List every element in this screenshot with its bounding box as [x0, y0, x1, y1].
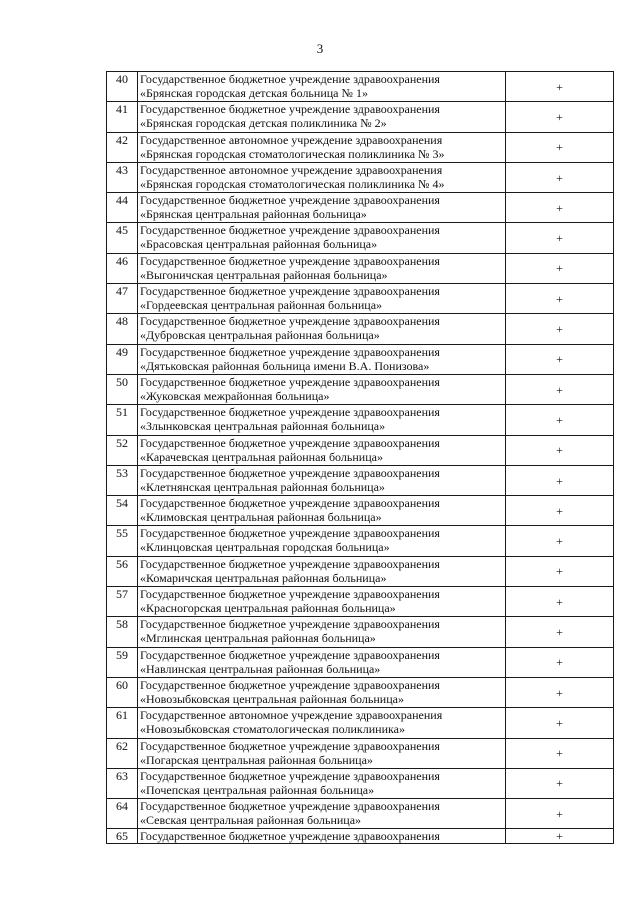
table-row: [107, 526, 614, 556]
row-number: 44: [107, 193, 138, 223]
row-number: 63: [107, 768, 138, 798]
institution-title: «Новозыбковская стоматологическая поликлиника»: [140, 722, 405, 737]
institution-type: Государственное бюджетное учреждение здравоохранения: [140, 405, 440, 420]
institution-type: Государственное бюджетное учреждение здравоохранения: [140, 738, 440, 753]
institution-title: «Карачевская центральная районная больница»: [140, 449, 383, 464]
institution-type: Государственное бюджетное учреждение здравоохранения: [140, 587, 440, 602]
institution-title: «Мглинская центральная районная больница»: [140, 631, 376, 646]
participation-mark: +: [506, 647, 614, 677]
participation-mark: +: [506, 829, 614, 844]
institution-title: «Дубровская центральная районная больница»: [140, 328, 380, 343]
institution-title: «Клетнянская центральная районная больница»: [140, 479, 385, 494]
table-row: [107, 253, 614, 283]
table-row: [107, 72, 614, 102]
participation-mark: +: [506, 435, 614, 465]
institution-title: «Новозыбковская центральная районная больница»: [140, 691, 404, 706]
institution-name: [138, 132, 506, 162]
institution-title: «Дятьковская районная больница имени В.А. Понизова»: [140, 358, 430, 373]
institution-name: [138, 617, 506, 647]
institution-type: Государственное бюджетное учреждение здравоохранения: [140, 284, 440, 299]
institution-name: [138, 799, 506, 829]
row-number: 48: [107, 314, 138, 344]
institution-title: «Севская центральная районная больница»: [140, 813, 362, 828]
row-number: 41: [107, 102, 138, 132]
participation-mark: +: [506, 405, 614, 435]
row-number: 62: [107, 738, 138, 768]
table-row: [107, 677, 614, 707]
row-number: 50: [107, 374, 138, 404]
participation-mark: +: [506, 556, 614, 586]
institution-type: Государственное бюджетное учреждение здравоохранения: [140, 223, 440, 238]
participation-mark: +: [506, 465, 614, 495]
row-number: 56: [107, 556, 138, 586]
participation-mark: +: [506, 223, 614, 253]
table-row: [107, 162, 614, 192]
institution-type: Государственное бюджетное учреждение здравоохранения: [140, 768, 440, 783]
institution-type: Государственное автономное учреждение здравоохранения: [140, 162, 443, 177]
table-row: [107, 314, 614, 344]
institution-name: [138, 102, 506, 132]
table-row: [107, 768, 614, 798]
row-number: 61: [107, 708, 138, 738]
row-number: 65: [107, 829, 138, 844]
institution-type: Государственное бюджетное учреждение здравоохранения: [140, 253, 440, 268]
institution-type: Государственное бюджетное учреждение здравоохранения: [140, 72, 440, 86]
participation-mark: +: [506, 708, 614, 738]
institution-type: Государственное бюджетное учреждение здравоохранения: [140, 829, 440, 844]
institution-name: [138, 647, 506, 677]
participation-mark: +: [506, 284, 614, 314]
table-row: [107, 617, 614, 647]
institution-type: Государственное бюджетное учреждение здравоохранения: [140, 102, 440, 117]
institution-type: Государственное бюджетное учреждение здравоохранения: [140, 799, 440, 814]
page-number: 3: [316, 41, 324, 56]
institution-type: Государственное автономное учреждение здравоохранения: [140, 708, 443, 723]
participation-mark: +: [506, 162, 614, 192]
institution-title: «Брянская городская стоматологическая поликлиника № 3»: [140, 146, 445, 161]
institution-title: «Брянская городская детская поликлиника № 2»: [140, 116, 387, 131]
institution-name: [138, 72, 506, 102]
participation-mark: +: [506, 677, 614, 707]
institution-name: [138, 677, 506, 707]
participation-mark: +: [506, 102, 614, 132]
institution-title: «Жуковская межрайонная больница»: [140, 388, 330, 403]
institution-title: «Климовская центральная районная больница»: [140, 510, 382, 525]
participation-mark: +: [506, 526, 614, 556]
row-number: 57: [107, 587, 138, 617]
participation-mark: +: [506, 799, 614, 829]
row-number: 46: [107, 253, 138, 283]
institution-name: [138, 587, 506, 617]
institution-name: [138, 193, 506, 223]
institution-title: «Гордеевская центральная районная больница»: [140, 298, 383, 313]
row-number: 60: [107, 677, 138, 707]
institution-title: «Почепская центральная районная больница»: [140, 782, 375, 797]
table-row: [107, 465, 614, 495]
row-number: 43: [107, 162, 138, 192]
institution-type: Государственное бюджетное учреждение здравоохранения: [140, 344, 440, 359]
institution-type: Государственное автономное учреждение здравоохранения: [140, 132, 443, 147]
institution-type: Государственное бюджетное учреждение здравоохранения: [140, 617, 440, 632]
table-row: [107, 496, 614, 526]
institution-name: [138, 284, 506, 314]
row-number: 58: [107, 617, 138, 647]
institution-title: «Комаричская центральная районная больница»: [140, 570, 387, 585]
participation-mark: +: [506, 768, 614, 798]
institution-title: «Злынковская центральная районная больница»: [140, 419, 386, 434]
participation-mark: +: [506, 253, 614, 283]
table-row: [107, 102, 614, 132]
institutions-table: [106, 71, 614, 844]
institution-title: «Брянская городская детская больница № 1»: [140, 86, 368, 100]
row-number: 55: [107, 526, 138, 556]
institution-name: [138, 708, 506, 738]
participation-mark: +: [506, 587, 614, 617]
participation-mark: +: [506, 738, 614, 768]
table-row: [107, 344, 614, 374]
row-number: 54: [107, 496, 138, 526]
table-row: [107, 223, 614, 253]
table-row: [107, 193, 614, 223]
institution-title: «Навлинская центральная районная больница»: [140, 661, 381, 676]
row-number: 40: [107, 72, 138, 102]
institution-type: Государственное бюджетное учреждение здравоохранения: [140, 465, 440, 480]
institution-type: Государственное бюджетное учреждение здравоохранения: [140, 677, 440, 692]
table-row: [107, 647, 614, 677]
institution-title: «Погарская центральная районная больница»: [140, 752, 373, 767]
institution-name: [138, 738, 506, 768]
table-row: [107, 374, 614, 404]
row-number: 42: [107, 132, 138, 162]
institution-type: Государственное бюджетное учреждение здравоохранения: [140, 314, 440, 329]
institution-name: [138, 496, 506, 526]
row-number: 45: [107, 223, 138, 253]
institution-name: [138, 314, 506, 344]
institution-type: Государственное бюджетное учреждение здравоохранения: [140, 435, 440, 450]
participation-mark: +: [506, 132, 614, 162]
institution-name: [138, 344, 506, 374]
institution-type: Государственное бюджетное учреждение здравоохранения: [140, 526, 440, 541]
institution-type: Государственное бюджетное учреждение здравоохранения: [140, 647, 440, 662]
table-row: [107, 829, 614, 844]
institution-type: Государственное бюджетное учреждение здравоохранения: [140, 496, 440, 511]
table-row: [107, 405, 614, 435]
table-row: [107, 556, 614, 586]
institution-name: [138, 223, 506, 253]
row-number: 49: [107, 344, 138, 374]
row-number: 47: [107, 284, 138, 314]
institution-type: Государственное бюджетное учреждение здравоохранения: [140, 556, 440, 571]
institution-type: Государственное бюджетное учреждение здравоохранения: [140, 193, 440, 208]
participation-mark: +: [506, 344, 614, 374]
participation-mark: +: [506, 314, 614, 344]
institution-title: «Брянская городская стоматологическая поликлиника № 4»: [140, 176, 445, 191]
institution-name: [138, 768, 506, 798]
institution-name: [138, 465, 506, 495]
participation-mark: +: [506, 193, 614, 223]
table-row: [107, 284, 614, 314]
table-row: [107, 708, 614, 738]
institution-title: «Красногорская центральная районная больница»: [140, 601, 396, 616]
row-number: 64: [107, 799, 138, 829]
institution-name: [138, 162, 506, 192]
institution-title: «Выгоничская центральная районная больница»: [140, 267, 388, 282]
institution-name: [138, 374, 506, 404]
table-row: [107, 587, 614, 617]
institution-name: [138, 405, 506, 435]
participation-mark: +: [506, 72, 614, 102]
row-number: 53: [107, 465, 138, 495]
table-row: [107, 132, 614, 162]
institution-name: [138, 829, 506, 844]
institution-title: «Брасовская центральная районная больница»: [140, 237, 378, 252]
institution-title: «Клинцовская центральная городская больница»: [140, 540, 390, 555]
institution-name: [138, 526, 506, 556]
participation-mark: +: [506, 496, 614, 526]
table-row: [107, 738, 614, 768]
participation-mark: +: [506, 374, 614, 404]
institution-name: [138, 435, 506, 465]
row-number: 59: [107, 647, 138, 677]
institution-name: [138, 556, 506, 586]
participation-mark: +: [506, 617, 614, 647]
row-number: 52: [107, 435, 138, 465]
row-number: 51: [107, 405, 138, 435]
institution-name: [138, 253, 506, 283]
table-row: [107, 799, 614, 829]
table-row: [107, 435, 614, 465]
institution-title: «Брянская центральная районная больница»: [140, 207, 367, 222]
institution-type: Государственное бюджетное учреждение здравоохранения: [140, 374, 440, 389]
table-body: [107, 72, 614, 844]
